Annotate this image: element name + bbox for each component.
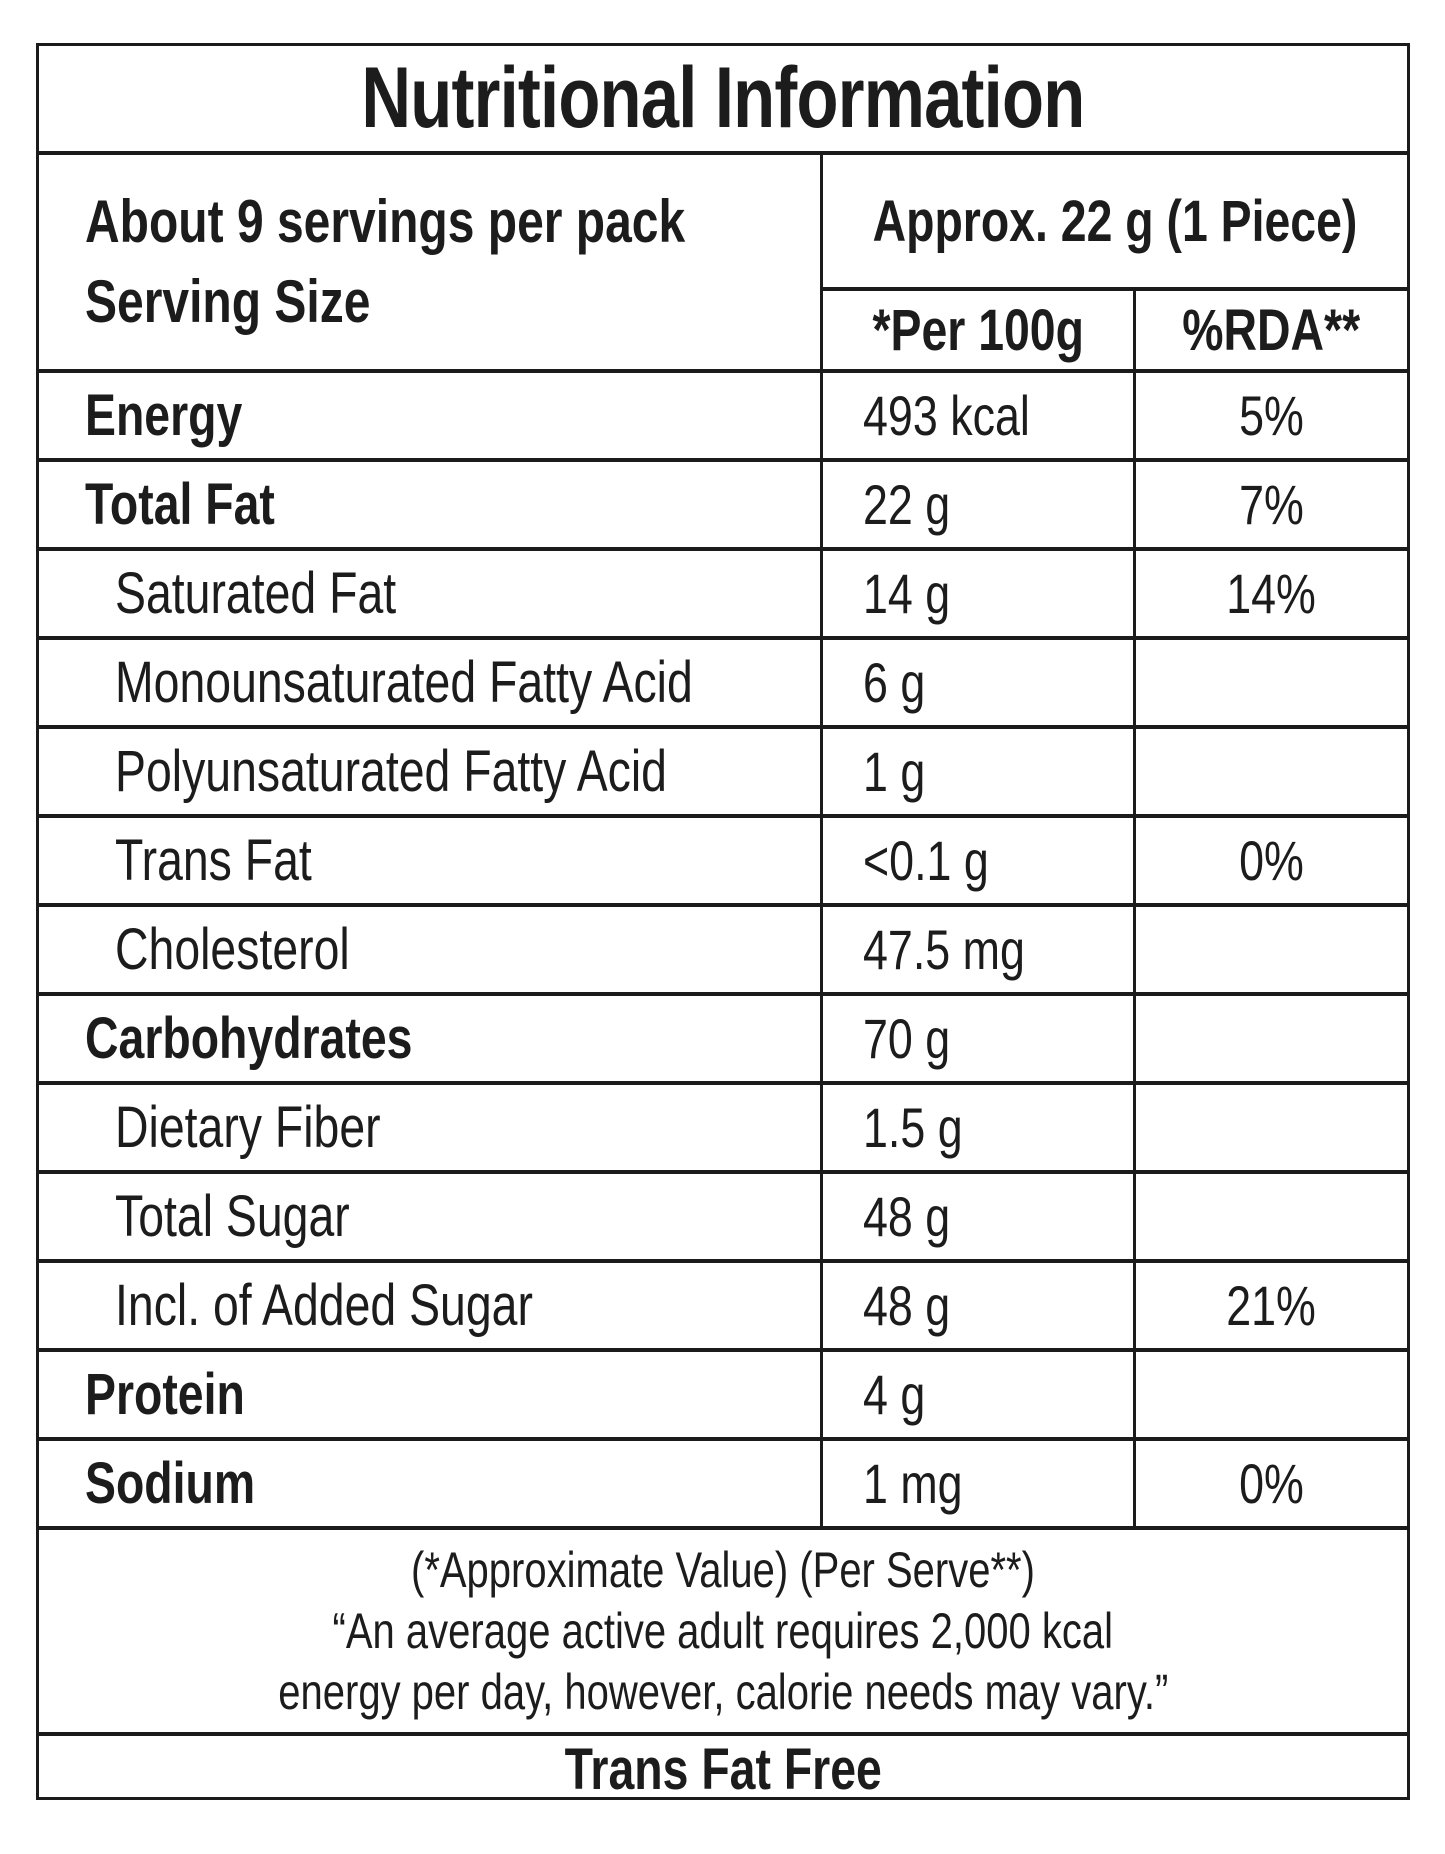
per-100g-column-header-cell (823, 291, 1133, 369)
nutrient-rda-cell (1133, 1174, 1407, 1259)
nutrient-label-cell (39, 996, 820, 1081)
nutrient-label: Polyunsaturated Fatty Acid (115, 739, 667, 804)
nutrient-label: Carbohydrates (85, 1006, 413, 1071)
nutrient-value: <0.1 g (863, 829, 989, 892)
servings-per-pack-text: About 9 servings per pack (85, 188, 686, 256)
nutrient-rda-cell (1133, 640, 1407, 725)
row-total-sugar (39, 1174, 1407, 1263)
footnote-line: energy per day, however, calorie needs may vary.” (277, 1663, 1169, 1720)
row-sodium (39, 1441, 1407, 1530)
row-cholesterol (39, 907, 1407, 996)
nutrient-value-cell (820, 907, 1133, 992)
nutrient-label-cell (39, 373, 820, 458)
nutrient-value-cell (820, 373, 1133, 458)
trans-fat-free-banner (39, 1736, 1407, 1803)
nutrient-rda-cell (1133, 818, 1407, 903)
nutrient-rda-value: 0% (1239, 829, 1304, 892)
row-added-sugar (39, 1263, 1407, 1352)
footnote-line: “An average active adult requires 2,000 kcal (332, 1602, 1114, 1659)
nutrient-value: 4 g (863, 1363, 926, 1426)
nutrient-label: Total Fat (85, 472, 275, 537)
row-monounsaturated-fatty-acid (39, 640, 1407, 729)
nutrition-table (36, 43, 1410, 1800)
nutrient-value: 48 g (863, 1274, 951, 1337)
nutrient-rda-cell (1133, 1263, 1407, 1348)
nutrient-value: 1 mg (863, 1452, 963, 1515)
nutrient-value-cell (820, 1085, 1133, 1170)
nutrient-label: Monounsaturated Fatty Acid (115, 650, 693, 715)
nutrient-value-cell (820, 1441, 1133, 1526)
nutrient-rda-value: 5% (1239, 384, 1304, 447)
nutrient-label-cell (39, 1441, 820, 1526)
row-total-fat (39, 462, 1407, 551)
row-protein (39, 1352, 1407, 1441)
nutrient-value: 6 g (863, 651, 926, 714)
nutrient-label: Trans Fat (115, 828, 312, 893)
row-dietary-fiber (39, 1085, 1407, 1174)
nutrient-value-cell (820, 996, 1133, 1081)
nutrient-value: 22 g (863, 473, 951, 536)
nutrient-value-cell (820, 640, 1133, 725)
nutrient-value: 48 g (863, 1185, 951, 1248)
nutrient-label-cell (39, 907, 820, 992)
nutrient-label-cell (39, 818, 820, 903)
nutrient-value-cell (820, 462, 1133, 547)
row-trans-fat (39, 818, 1407, 907)
nutrient-rda-value: 14% (1226, 562, 1317, 625)
row-energy (39, 373, 1407, 462)
nutrient-value: 1.5 g (863, 1096, 963, 1159)
nutrient-rda-value: 7% (1239, 473, 1304, 536)
nutrient-rda-cell (1133, 729, 1407, 814)
header-right-block (820, 155, 1407, 369)
nutrient-rda-value: 21% (1226, 1274, 1317, 1337)
nutrient-label: Cholesterol (115, 917, 350, 982)
rda-column-header-cell (1133, 291, 1407, 369)
nutrient-value-cell (820, 818, 1133, 903)
nutrient-rda-cell (1133, 1085, 1407, 1170)
nutrient-value-cell (820, 729, 1133, 814)
nutrient-label: Saturated Fat (115, 561, 397, 626)
nutrient-value-cell (820, 1263, 1133, 1348)
serving-info-cell (39, 155, 820, 369)
nutrient-label: Protein (85, 1362, 245, 1427)
nutrient-label: Dietary Fiber (115, 1095, 381, 1160)
nutrient-label: Sodium (85, 1451, 256, 1516)
trans-fat-free-text: Trans Fat Free (564, 1737, 882, 1802)
nutrient-rda-cell (1133, 462, 1407, 547)
per-100g-column-header: *Per 100g (872, 297, 1084, 363)
table-header-row (39, 155, 1407, 373)
rda-column-header: %RDA** (1182, 297, 1361, 363)
nutrient-value: 70 g (863, 1007, 951, 1070)
nutrient-rda-cell (1133, 1441, 1407, 1526)
nutrient-rda-cell (1133, 907, 1407, 992)
serving-size-value-cell (823, 155, 1407, 291)
nutrient-value-cell (820, 1174, 1133, 1259)
nutrient-label-cell (39, 1085, 820, 1170)
footnote-block (39, 1530, 1407, 1736)
nutrient-value-cell (820, 1352, 1133, 1437)
nutrient-label-cell (39, 1174, 820, 1259)
column-headers (823, 291, 1407, 369)
nutrient-label-cell (39, 729, 820, 814)
nutrient-label: Total Sugar (115, 1184, 350, 1249)
serving-size-label: Serving Size (85, 268, 371, 335)
nutrient-value-cell (820, 551, 1133, 636)
nutrient-label-cell (39, 1263, 820, 1348)
nutrient-value: 14 g (863, 562, 951, 625)
nutrient-label-cell (39, 1352, 820, 1437)
nutrient-label-cell (39, 551, 820, 636)
nutrient-value: 1 g (863, 740, 926, 803)
nutrient-rda-cell (1133, 996, 1407, 1081)
nutrient-value: 47.5 mg (863, 918, 1025, 981)
row-polyunsaturated-fatty-acid (39, 729, 1407, 818)
nutrient-rda-value: 0% (1239, 1452, 1304, 1515)
nutrient-label: Incl. of Added Sugar (115, 1273, 533, 1338)
nutrient-rda-cell (1133, 373, 1407, 458)
serving-size-value: Approx. 22 g (1 Piece) (872, 188, 1358, 254)
page-title: Nutritional Information (361, 50, 1085, 146)
table-title-row (39, 46, 1407, 155)
nutrient-value: 493 kcal (863, 384, 1030, 447)
row-carbohydrates (39, 996, 1407, 1085)
nutrient-rda-cell (1133, 1352, 1407, 1437)
nutrient-rda-cell (1133, 551, 1407, 636)
nutrient-label-cell (39, 640, 820, 725)
row-saturated-fat (39, 551, 1407, 640)
footnote-line: (*Approximate Value) (Per Serve**) (411, 1541, 1035, 1598)
nutrient-label: Energy (85, 383, 243, 448)
nutrient-label-cell (39, 462, 820, 547)
